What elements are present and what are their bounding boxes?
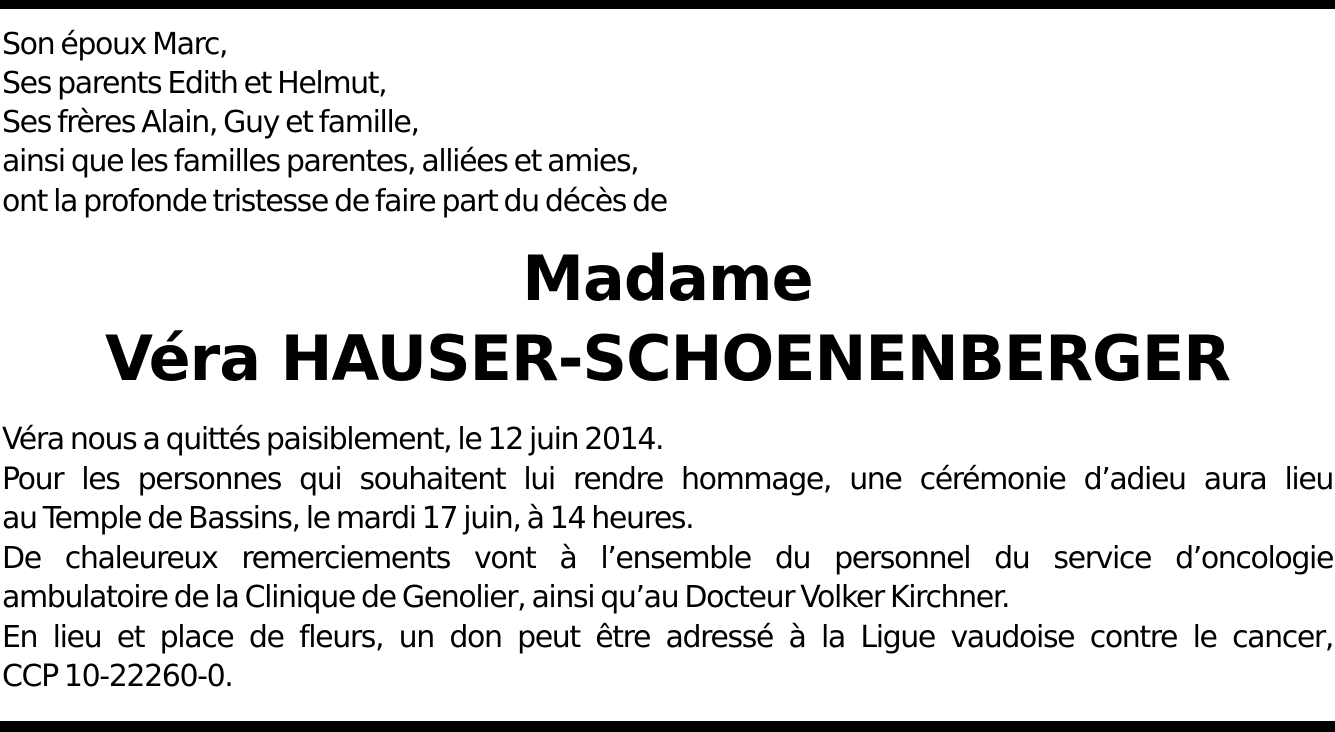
family-line: Ses parents Edith et Helmut, [2, 66, 387, 101]
details-line: Véra nous a quittés paisiblement, le 12 juin 2014. [2, 422, 664, 457]
details-line: au Temple de Bassins, le mardi 17 juin, à 14 heures. [2, 501, 694, 536]
details-line: ambulatoire de la Clinique de Genolier, ainsi qu’au Docteur Volker Kirchner. [2, 580, 1010, 615]
details-line: CCP 10-22260-0. [2, 659, 233, 694]
family-line: ont la profonde tristesse de faire part du décès de [2, 184, 667, 219]
bottom-rule [0, 721, 1335, 732]
family-line: Son époux Marc, [2, 27, 228, 62]
deceased-name: Véra HAUSER-SCHOENENBERGER [105, 322, 1230, 395]
details-line: En lieu et place de fleurs, un don peut être adressé à la Ligue vaudoise contre le cancer, [2, 620, 1333, 655]
family-line: ainsi que les familles parentes, alliées et amies, [2, 144, 639, 179]
details-line: Pour les personnes qui souhaitent lui rendre hommage, une cérémonie d’adieu aura lieu [2, 462, 1333, 497]
details-line: De chaleureux remerciements vont à l’ensemble du personnel du service d’oncologie [2, 541, 1333, 576]
family-line: Ses frères Alain, Guy et famille, [2, 105, 419, 140]
deceased-title: Madame [522, 242, 813, 315]
